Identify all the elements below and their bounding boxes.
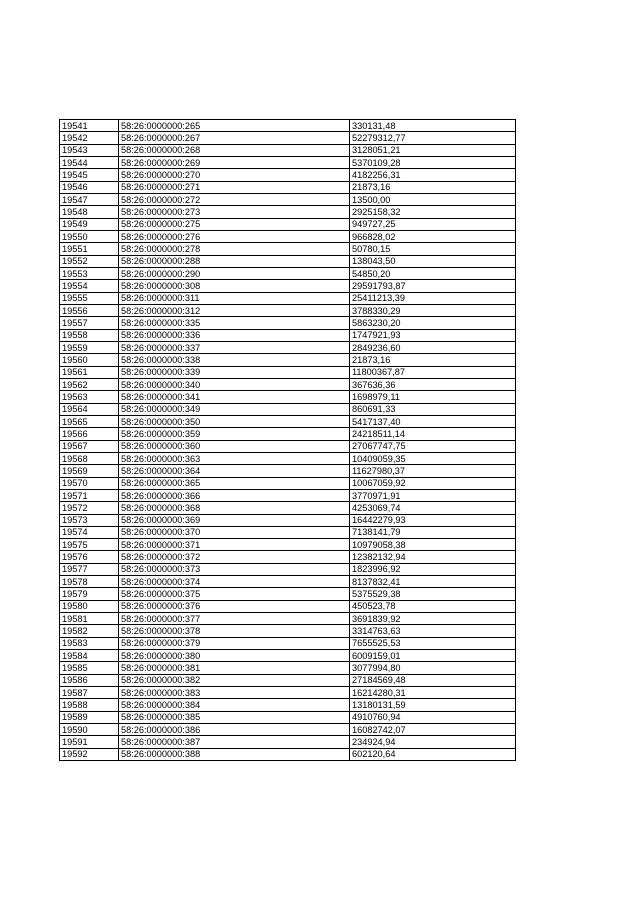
table-row: [60, 502, 516, 514]
data-table: [59, 119, 516, 761]
cadastral-number-cell: 58:26:0000000:312: [119, 304, 350, 316]
value-cell: 10979058,38: [350, 539, 516, 551]
table-row: [60, 255, 516, 267]
cadastral-number-cell: 58:26:0000000:375: [119, 588, 350, 600]
row-number-cell: 19543: [60, 144, 119, 156]
value-cell: 2849236,60: [350, 341, 516, 353]
cadastral-number-cell: 58:26:0000000:270: [119, 169, 350, 181]
cadastral-number-cell: 58:26:0000000:340: [119, 378, 350, 390]
table-row: [60, 440, 516, 452]
row-number-cell: 19591: [60, 736, 119, 748]
row-number-cell: 19572: [60, 502, 119, 514]
value-cell: 27067747,75: [350, 440, 516, 452]
table-row: [60, 465, 516, 477]
value-cell: 27184569,48: [350, 674, 516, 686]
row-number-cell: 19563: [60, 391, 119, 403]
value-cell: 24218511,14: [350, 428, 516, 440]
value-cell: 1747921,93: [350, 329, 516, 341]
value-cell: 3788330,29: [350, 304, 516, 316]
value-cell: 6009159,01: [350, 650, 516, 662]
table-row: [60, 724, 516, 736]
row-number-cell: 19574: [60, 526, 119, 538]
value-cell: 7138141,79: [350, 526, 516, 538]
row-number-cell: 19562: [60, 378, 119, 390]
row-number-cell: 19567: [60, 440, 119, 452]
value-cell: 450523,78: [350, 600, 516, 612]
value-cell: 949727,25: [350, 218, 516, 230]
cadastral-number-cell: 58:26:0000000:385: [119, 711, 350, 723]
table-row: [60, 144, 516, 156]
cadastral-number-cell: 58:26:0000000:369: [119, 514, 350, 526]
table-row: [60, 539, 516, 551]
cadastral-number-cell: 58:26:0000000:267: [119, 132, 350, 144]
cadastral-number-cell: 58:26:0000000:383: [119, 687, 350, 699]
value-cell: 3128051,21: [350, 144, 516, 156]
row-number-cell: 19583: [60, 637, 119, 649]
cadastral-number-cell: 58:26:0000000:336: [119, 329, 350, 341]
cadastral-number-cell: 58:26:0000000:377: [119, 613, 350, 625]
table-row: [60, 588, 516, 600]
value-cell: 13500,00: [350, 193, 516, 205]
cadastral-number-cell: 58:26:0000000:341: [119, 391, 350, 403]
cadastral-number-cell: 58:26:0000000:360: [119, 440, 350, 452]
value-cell: 4253069,74: [350, 502, 516, 514]
row-number-cell: 19570: [60, 477, 119, 489]
value-cell: 234924,94: [350, 736, 516, 748]
value-cell: 367636,36: [350, 378, 516, 390]
cadastral-number-cell: 58:26:0000000:350: [119, 415, 350, 427]
value-cell: 1698979,11: [350, 391, 516, 403]
table-row: [60, 243, 516, 255]
row-number-cell: 19576: [60, 551, 119, 563]
table-row: [60, 280, 516, 292]
row-number-cell: 19560: [60, 354, 119, 366]
cadastral-number-cell: 58:26:0000000:269: [119, 156, 350, 168]
value-cell: 11800367,87: [350, 366, 516, 378]
row-number-cell: 19555: [60, 292, 119, 304]
cadastral-number-cell: 58:26:0000000:338: [119, 354, 350, 366]
row-number-cell: 19571: [60, 489, 119, 501]
cadastral-number-cell: 58:26:0000000:275: [119, 218, 350, 230]
row-number-cell: 19592: [60, 748, 119, 760]
cadastral-number-cell: 58:26:0000000:364: [119, 465, 350, 477]
table-row: [60, 415, 516, 427]
table-row: [60, 674, 516, 686]
cadastral-number-cell: 58:26:0000000:271: [119, 181, 350, 193]
value-cell: 2925158,32: [350, 206, 516, 218]
value-cell: 4910760,94: [350, 711, 516, 723]
cadastral-number-cell: 58:26:0000000:265: [119, 120, 350, 132]
value-cell: 13180131,59: [350, 699, 516, 711]
row-number-cell: 19553: [60, 267, 119, 279]
table-row: [60, 292, 516, 304]
table-row: [60, 514, 516, 526]
row-number-cell: 19542: [60, 132, 119, 144]
cadastral-number-cell: 58:26:0000000:380: [119, 650, 350, 662]
value-cell: 3770971,91: [350, 489, 516, 501]
row-number-cell: 19577: [60, 563, 119, 575]
cadastral-number-cell: 58:26:0000000:381: [119, 662, 350, 674]
row-number-cell: 19561: [60, 366, 119, 378]
cadastral-number-cell: 58:26:0000000:363: [119, 452, 350, 464]
value-cell: 3314763,63: [350, 625, 516, 637]
row-number-cell: 19558: [60, 329, 119, 341]
row-number-cell: 19545: [60, 169, 119, 181]
table-row: [60, 489, 516, 501]
row-number-cell: 19586: [60, 674, 119, 686]
value-cell: 7655525,53: [350, 637, 516, 649]
value-cell: 5863230,20: [350, 317, 516, 329]
table-row: [60, 378, 516, 390]
table-row: [60, 206, 516, 218]
table-row: [60, 625, 516, 637]
cadastral-number-cell: 58:26:0000000:272: [119, 193, 350, 205]
data-sheet: [59, 119, 515, 761]
value-cell: 330131,48: [350, 120, 516, 132]
row-number-cell: 19554: [60, 280, 119, 292]
value-cell: 11627980,37: [350, 465, 516, 477]
cadastral-number-cell: 58:26:0000000:373: [119, 563, 350, 575]
value-cell: 966828,02: [350, 230, 516, 242]
cadastral-number-cell: 58:26:0000000:290: [119, 267, 350, 279]
table-row: [60, 748, 516, 760]
table-row: [60, 613, 516, 625]
row-number-cell: 19559: [60, 341, 119, 353]
row-number-cell: 19568: [60, 452, 119, 464]
cadastral-number-cell: 58:26:0000000:339: [119, 366, 350, 378]
table-row: [60, 304, 516, 316]
cadastral-number-cell: 58:26:0000000:288: [119, 255, 350, 267]
value-cell: 5417137,40: [350, 415, 516, 427]
row-number-cell: 19587: [60, 687, 119, 699]
row-number-cell: 19544: [60, 156, 119, 168]
cadastral-number-cell: 58:26:0000000:376: [119, 600, 350, 612]
value-cell: 8137832,41: [350, 576, 516, 588]
cadastral-number-cell: 58:26:0000000:273: [119, 206, 350, 218]
cadastral-number-cell: 58:26:0000000:278: [119, 243, 350, 255]
value-cell: 50780,15: [350, 243, 516, 255]
value-cell: 10409059,35: [350, 452, 516, 464]
row-number-cell: 19575: [60, 539, 119, 551]
value-cell: 21873,16: [350, 181, 516, 193]
table-row: [60, 267, 516, 279]
value-cell: 10067059,92: [350, 477, 516, 489]
cadastral-number-cell: 58:26:0000000:386: [119, 724, 350, 736]
row-number-cell: 19590: [60, 724, 119, 736]
table-row: [60, 169, 516, 181]
row-number-cell: 19582: [60, 625, 119, 637]
table-row: [60, 600, 516, 612]
value-cell: 3691839,92: [350, 613, 516, 625]
table-row: [60, 391, 516, 403]
table-row: [60, 699, 516, 711]
row-number-cell: 19547: [60, 193, 119, 205]
cadastral-number-cell: 58:26:0000000:388: [119, 748, 350, 760]
table-body: [60, 120, 516, 761]
cadastral-number-cell: 58:26:0000000:311: [119, 292, 350, 304]
cadastral-number-cell: 58:26:0000000:359: [119, 428, 350, 440]
row-number-cell: 19549: [60, 218, 119, 230]
table-row: [60, 156, 516, 168]
cadastral-number-cell: 58:26:0000000:276: [119, 230, 350, 242]
table-row: [60, 576, 516, 588]
row-number-cell: 19589: [60, 711, 119, 723]
table-row: [60, 428, 516, 440]
value-cell: 29591793,87: [350, 280, 516, 292]
row-number-cell: 19541: [60, 120, 119, 132]
value-cell: 52279312,77: [350, 132, 516, 144]
value-cell: 860691,33: [350, 403, 516, 415]
cadastral-number-cell: 58:26:0000000:387: [119, 736, 350, 748]
cadastral-number-cell: 58:26:0000000:308: [119, 280, 350, 292]
table-row: [60, 477, 516, 489]
table-row: [60, 354, 516, 366]
cadastral-number-cell: 58:26:0000000:379: [119, 637, 350, 649]
value-cell: 16442279,93: [350, 514, 516, 526]
table-row: [60, 193, 516, 205]
table-row: [60, 230, 516, 242]
table-row: [60, 132, 516, 144]
cadastral-number-cell: 58:26:0000000:365: [119, 477, 350, 489]
row-number-cell: 19565: [60, 415, 119, 427]
row-number-cell: 19580: [60, 600, 119, 612]
cadastral-number-cell: 58:26:0000000:371: [119, 539, 350, 551]
row-number-cell: 19551: [60, 243, 119, 255]
cadastral-number-cell: 58:26:0000000:368: [119, 502, 350, 514]
value-cell: 4182256,31: [350, 169, 516, 181]
value-cell: 16082742,07: [350, 724, 516, 736]
table-row: [60, 526, 516, 538]
row-number-cell: 19546: [60, 181, 119, 193]
cadastral-number-cell: 58:26:0000000:366: [119, 489, 350, 501]
cadastral-number-cell: 58:26:0000000:378: [119, 625, 350, 637]
row-number-cell: 19579: [60, 588, 119, 600]
row-number-cell: 19550: [60, 230, 119, 242]
table-row: [60, 452, 516, 464]
value-cell: 5370109,28: [350, 156, 516, 168]
row-number-cell: 19552: [60, 255, 119, 267]
row-number-cell: 19578: [60, 576, 119, 588]
value-cell: 602120,64: [350, 748, 516, 760]
table-row: [60, 650, 516, 662]
row-number-cell: 19556: [60, 304, 119, 316]
cadastral-number-cell: 58:26:0000000:384: [119, 699, 350, 711]
row-number-cell: 19588: [60, 699, 119, 711]
table-row: [60, 181, 516, 193]
value-cell: 54850,20: [350, 267, 516, 279]
cadastral-number-cell: 58:26:0000000:337: [119, 341, 350, 353]
table-row: [60, 736, 516, 748]
row-number-cell: 19566: [60, 428, 119, 440]
cadastral-number-cell: 58:26:0000000:335: [119, 317, 350, 329]
value-cell: 5375529,38: [350, 588, 516, 600]
cadastral-number-cell: 58:26:0000000:268: [119, 144, 350, 156]
value-cell: 21873,16: [350, 354, 516, 366]
value-cell: 1823996,92: [350, 563, 516, 575]
row-number-cell: 19585: [60, 662, 119, 674]
value-cell: 12382132,94: [350, 551, 516, 563]
row-number-cell: 19573: [60, 514, 119, 526]
table-row: [60, 711, 516, 723]
table-row: [60, 317, 516, 329]
table-row: [60, 218, 516, 230]
cadastral-number-cell: 58:26:0000000:372: [119, 551, 350, 563]
row-number-cell: 19548: [60, 206, 119, 218]
value-cell: 138043,50: [350, 255, 516, 267]
cadastral-number-cell: 58:26:0000000:349: [119, 403, 350, 415]
table-row: [60, 563, 516, 575]
value-cell: 25411213,39: [350, 292, 516, 304]
row-number-cell: 19584: [60, 650, 119, 662]
table-row: [60, 120, 516, 132]
table-row: [60, 687, 516, 699]
row-number-cell: 19581: [60, 613, 119, 625]
row-number-cell: 19557: [60, 317, 119, 329]
cadastral-number-cell: 58:26:0000000:382: [119, 674, 350, 686]
row-number-cell: 19564: [60, 403, 119, 415]
table-row: [60, 329, 516, 341]
table-row: [60, 341, 516, 353]
table-row: [60, 637, 516, 649]
table-row: [60, 366, 516, 378]
cadastral-number-cell: 58:26:0000000:370: [119, 526, 350, 538]
value-cell: 16214280,31: [350, 687, 516, 699]
table-row: [60, 551, 516, 563]
value-cell: 3077994,80: [350, 662, 516, 674]
cadastral-number-cell: 58:26:0000000:374: [119, 576, 350, 588]
row-number-cell: 19569: [60, 465, 119, 477]
table-row: [60, 403, 516, 415]
table-row: [60, 662, 516, 674]
